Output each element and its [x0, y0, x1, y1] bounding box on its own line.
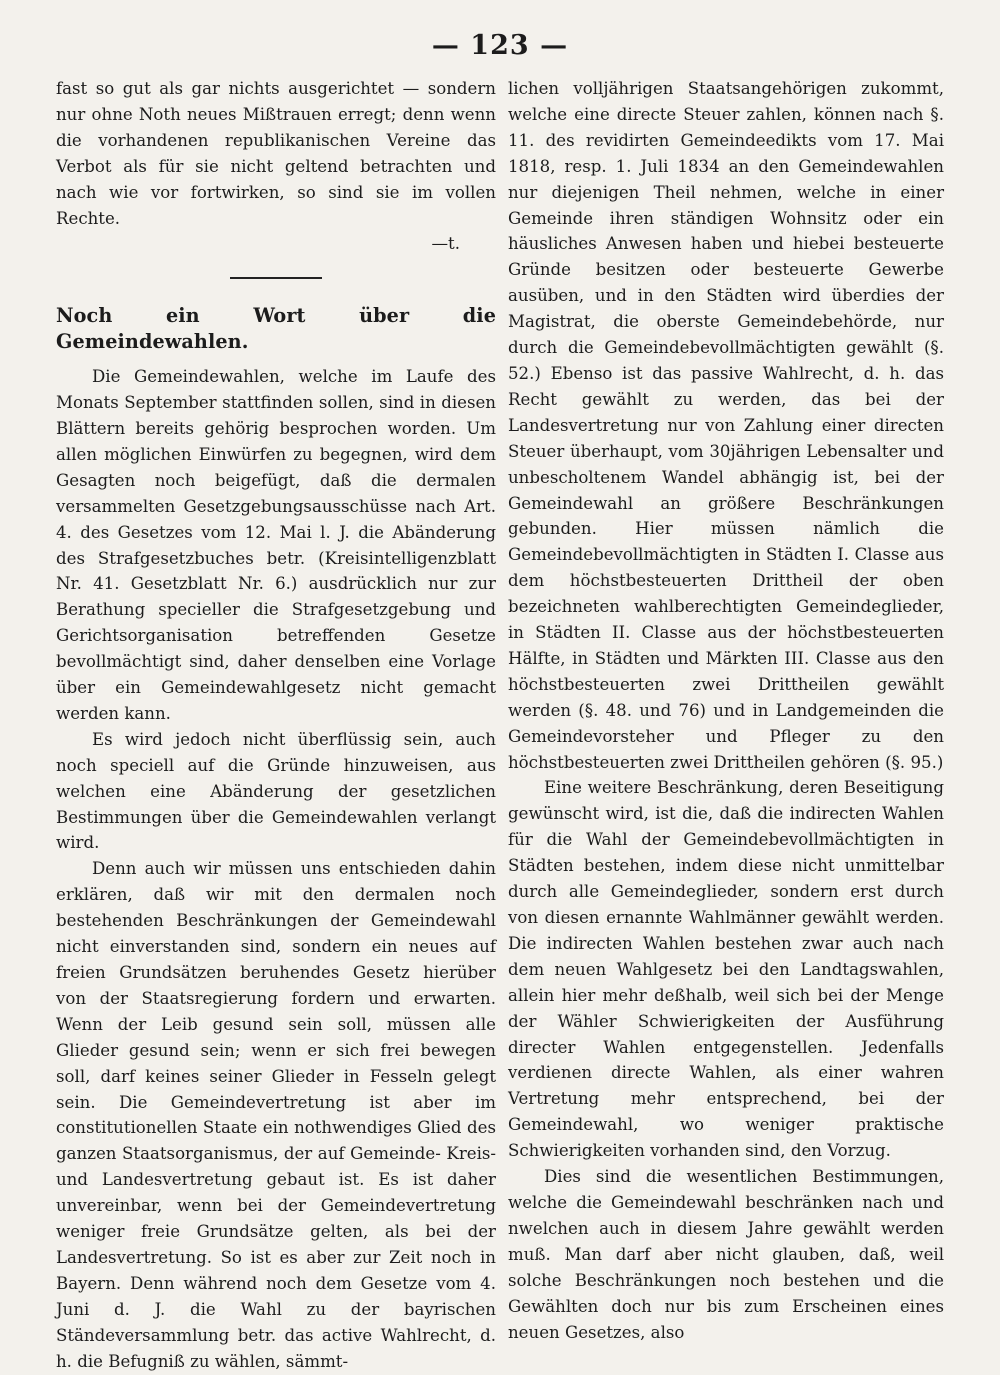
- paragraph: Es wird jedoch nicht überflüssig sein, auch noch speciell auf die Gründe hinzuweisen, aus welchen eine Abänderung der gesetzlichen Bestimmungen über die Gemeindewahlen verlangt wird.: [56, 729, 496, 853]
- article-heading: Noch ein Wort über die Gemeindewahlen.: [56, 304, 496, 354]
- section-divider: [230, 277, 322, 279]
- paragraph: lichen volljährigen Staatsangehörigen zukommt, welche eine directe Steuer zahlen, können nach §. 11. des revidirten Gemeindeedikts vom 17. Mai 1818, resp. 1. Juli 1834 an den Gemeindewahlen nur diejenigen Theil nehmen, welche in einer Gemeinde ihren ständigen Wohnsitz oder ein häusliches Anwesen haben und hiebei besteuerte Gründe besitzen oder besteuerte Gewerbe ausüben, und in den Städten wird überdies der Magistrat, die oberste Gemeindebehörde, nur durch die Gemeindebevollmächtigten gewählt (§. 52.) Ebenso ist das passive Wahlrecht, d. h. das Recht gewählt zu werden, das bei der Landesvertretung nur von Zahlung einer directen Steuer überhaupt, vom 30jährigen Lebensalter und unbescholtenem Wandel abhängig ist, bei der Gemeindewahl an größere Beschränkungen gebunden. Hier müssen nämlich die Gemeindebevollmächtigten in Städten I. Classe aus dem höchstbesteuerten Drittheil der oben bezeichneten wahlberechtigten Gemeindeglieder, in Städten II. Classe aus der höchstbesteuerten Hälfte, in Städten und Märkten III. Classe aus den höchstbesteuerten zwei Drittheilen gewählt werden (§. 48. und 76) und in Landgemeinden die Gemeindevorsteher und Pfleger zu den höchstbesteuerten zwei Drittheilen gehören (§. 95.): [508, 79, 944, 772]
- page-number: — 123 —: [431, 30, 569, 61]
- paragraph: Die Gemeindewahlen, welche im Laufe des Monats September stattfinden sollen, sind in diesen Blättern bereits gehörig besprochen worden. Um allen möglichen Einwürfen zu begegnen, wird dem Gesagten noch beigefügt, daß die dermalen versammelten Gesetzgebungsausschüsse nach Art. 4. des Gesetzes vom 12. Mai l. J. die Abänderung des Strafgesetzbuches betr. (Kreisintelligenzblatt Nr. 41. Gesetzblatt Nr. 6.) ausdrücklich nur zur Berathung specieller die Strafgesetzgebung und Gerichtsorganisation betreffenden Gesetze bevollmächtigt sind, daher denselben eine Vorlage über ein Gemeindewahlgesetz nicht gemacht werden kann.: [56, 367, 496, 723]
- right-column: [508, 76, 944, 1345]
- paragraph: Eine weitere Beschränkung, deren Beseitigung gewünscht wird, ist die, daß die indirecten Wahlen für die Wahl der Gemeindebevollmächtigten in Städten bestehen, indem diese nicht unmittelbar durch alle Gemeindeglieder, sondern erst durch von diesen ernannte Wahlmänner gewählt werden. Die indirecten Wahlen bestehen zwar auch nach dem neuen Wahlgesetz bei den Landtagswahlen, allein hier mehr deßhalb, weil sich bei der Menge der Wähler Schwierigkeiten der Ausführung directer Wahlen entgegenstellen. Jedenfalls verdienen directe Wahlen, als einer wahren Vertretung mehr entsprechend, bei der Gemeindewahl, wo weniger praktische Schwierigkeiten vorhanden sind, den Vorzug.: [508, 778, 944, 1161]
- left-column: [56, 76, 496, 1375]
- author-signature: —t.: [431, 234, 460, 254]
- paragraph: Dies sind die wesentlichen Bestimmungen, welche die Gemeindewahl beschränken nach und nwelchen auch in diesem Jahre gewählt werden muß. Man darf aber nicht glauben, daß, weil solche Beschränkungen noch bestehen und die Gewählten doch nur bis zum Erscheinen eines neuen Gesetzes, also: [508, 1167, 944, 1342]
- paragraph: Denn auch wir müssen uns entschieden dahin erklären, daß wir mit den dermalen noch bestehenden Beschränkungen der Gemeindewahl nicht einverstanden sind, sondern ein neues auf freien Grundsätzen beruhendes Gesetz hierüber von der Staatsregierung fordern und erwarten. Wenn der Leib gesund sein soll, müssen alle Glieder gesund sein; wenn er sich frei bewegen soll, darf keines seiner Glieder in Fesseln gelegt sein. Die Gemeindevertretung ist aber im constitutionellen Staate ein nothwendiges Glied des ganzen Staatsorganismus, der auf Gemeinde- Kreis- und Landesvertretung gebaut ist. Es ist daher unvereinbar, wenn bei der Gemeindevertretung weniger freie Grundsätze gelten, als bei der Landesvertretung. So ist es aber zur Zeit noch in Bayern. Denn während noch dem Gesetze vom 4. Juni d. J. die Wahl zu der bayrischen Ständeversammlung betr. das active Wahlrecht, d. h. die Befugniß zu wählen, sämmt-: [56, 859, 496, 1371]
- paragraph: fast so gut als gar nichts ausgerichtet — sondern nur ohne Noth neues Mißtrauen erregt; denn wenn die vorhandenen republikanischen Vereine das Verbot als für sie nicht geltend betrachten und nach wie vor fortwirken, so sind sie im vollen Rechte.: [56, 79, 496, 228]
